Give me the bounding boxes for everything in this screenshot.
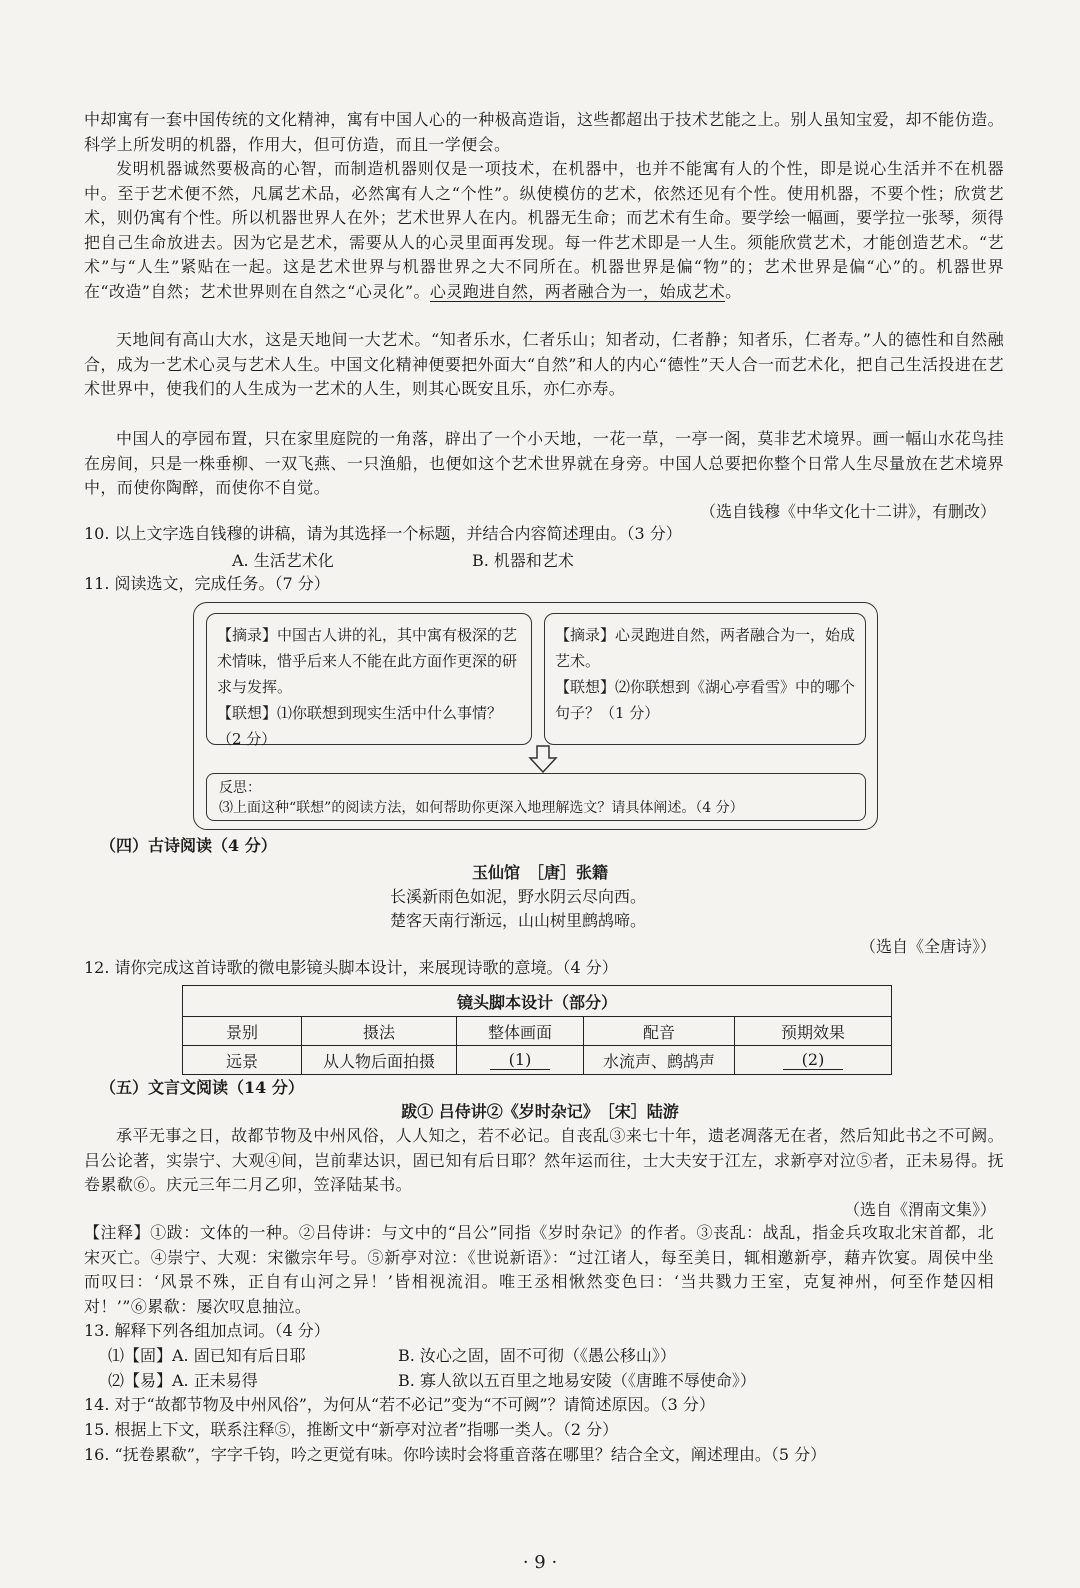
left-association: 【联想】⑴你联想到现实生活中什么事情？（2 分） — [217, 704, 503, 748]
table-header: 预期效果 — [735, 1017, 892, 1046]
table-cell-blank-2[interactable] — [735, 1046, 892, 1075]
classical-source: （选自《渭南文集》） — [843, 1200, 996, 1219]
poem-title: 玉仙馆 ［唐］张籍 — [471, 863, 608, 882]
q13-row-1-a: ⑴【固】A. 固已知有后日耶 — [108, 1346, 306, 1365]
q10-option-b: B. 机器和艺术 — [472, 551, 574, 570]
table-cell-blank-1[interactable] — [457, 1046, 584, 1075]
essay-paragraph-2 — [84, 157, 1004, 305]
poem-line-2: 楚客天南行渐远，山山树里鹧鸪啼。 — [390, 911, 647, 930]
essay-paragraph-2-text: 发明机器诚然要极高的心智，而制造机器则仅是一项技术，在机器中，也并不能寓有人的个性，即是说心生活并不在机器中。至于艺术便不然，凡属艺术品，必然寓有人之“个性”。纵使模仿的艺术，依然还见有个性。使用机器，不要个性；欣赏艺术，则仍寓有个性。所以机器世界人在外；艺术世界人在内。机器无生命；而艺术有生命。要学绘一幅画，要学拉一张琴，须得把自己生命放进去。因为它是艺术，需要从人的心灵里面再发现。每一件艺术即是一人生。须能欣赏艺术，才能创造艺术。“艺术”与“人生”紧贴在一起。这是艺术世界与机器世界之大不同所在。机器世界是偏“物”的；艺术世界是偏“心”的。机器世界在“改造”自然；艺术世界则在自然之“心灵化”。 — [84, 159, 1004, 301]
table-row — [183, 1046, 892, 1075]
table-header-row — [183, 1017, 892, 1046]
question-13: 13. 解释下列各组加点词。（4 分） — [84, 1321, 330, 1340]
right-excerpt: 【摘录】心灵跑进自然，两者融合为一，始成艺术。 — [555, 626, 856, 670]
q13-row-1-b: B. 汝心之固，固不可彻（《愚公移山》） — [398, 1346, 676, 1365]
blank-2: (2) — [783, 1050, 843, 1070]
essay-source: （选自钱穆《中华文化十二讲》，有删改） — [699, 502, 996, 521]
essay-paragraph-4: 中国人的亭园布置，只在家里庭院的一角落，辟出了一个小天地，一花一草，一亭一阁，莫非艺术境界。画一幅山水花鸟挂在房间，只是一株垂柳、一双飞燕、一只渔船，也便如这个艺术世界就在身旁。中国人总要把你整个日常人生尽量放在艺术境界中，而使你陶醉，而使你不自觉。 — [84, 429, 1004, 498]
q13-row-2-a: ⑵【易】A. 正未易得 — [108, 1371, 258, 1390]
essay-paragraph-2-end: 。 — [725, 281, 742, 301]
table-cell: 水流声、鹧鸪声 — [584, 1046, 735, 1075]
excerpt-card-left — [206, 613, 532, 748]
q13-row-2-b: B. 寡人欲以五百里之地易安陵（《唐雎不辱使命》） — [398, 1371, 756, 1390]
page-number: · 9 · — [522, 1552, 558, 1573]
question-11: 11. 阅读选文，完成任务。（7 分） — [84, 574, 330, 593]
reflection-question: ⑶上面这种“联想”的阅读方法，如何帮助你更深入地理解选文？请具体阐述。（4 分） — [219, 800, 744, 816]
section-4-heading: （四）古诗阅读（4 分） — [100, 836, 277, 855]
table-header: 摄法 — [302, 1017, 457, 1046]
table-header: 景别 — [183, 1017, 302, 1046]
poem-source: （选自《全唐诗》） — [859, 937, 996, 956]
left-excerpt: 【摘录】中国古人讲的礼，其中寓有极深的艺术情味，惜乎后来人不能在此方面作更深的研求与发挥。 — [217, 626, 518, 696]
question-16: 16. “抚卷累欷”，字字千钧，吟之更觉有味。你吟读时会将重音落在哪里？结合全文，阐述理由。（5 分） — [84, 1445, 827, 1464]
excerpt-card-right — [544, 613, 866, 745]
question-15: 15. 根据上下文，联系注释⑤，推断文中“新亭对泣者”指哪一类人。（2 分） — [84, 1420, 619, 1439]
question-10: 10. 以上文字选自钱穆的讲稿，请为其选择一个标题，并结合内容简述理由。（3 分） — [84, 524, 682, 543]
underlined-key-sentence: 心灵跑进自然，两者融合为一，始成艺术 — [429, 281, 726, 301]
question-12: 12. 请你完成这首诗歌的微电影镜头脚本设计，来展现诗歌的意境。（4 分） — [84, 958, 618, 977]
annotations: 【注释】①跋：文体的一种。②吕侍讲：与文中的“吕公”同指《岁时杂记》的作者。③丧乱：战乱，指金兵攻取北宋首都，北宋灭亡。④崇宁、大观：宋徽宗年号。⑤新亭对泣：《世说新语》：“过江诸人，每至美日，辄相邀新亭，藉卉饮宴。周侯中坐而叹曰：‘风景不殊，正自有山河之异！’皆相视流泪。唯王丞相愀然变色曰：‘当共戮力王室，克复神州，何至作楚囚相对！’”⑥累欷：屡次叹息抽泣。 — [84, 1223, 994, 1316]
classical-text-title: 跋① 吕侍讲②《岁时杂记》 ［宋］陆游 — [401, 1102, 679, 1121]
blank-1: (1) — [490, 1050, 550, 1070]
table-caption: 镜头脚本设计（部分） — [183, 986, 892, 1017]
task-box — [193, 602, 878, 830]
reflection-title: 反思： — [219, 780, 261, 796]
classical-text: 承平无事之日，故都节物及中州风俗，人人知之，若不必记。自丧乱③来七十年，遗老凋落无在者，然后知此书之不可阙。吕公论著，实崇宁、大观④间，岂前辈达识，固已知有后日耶？然年运而往，士大夫安于江左，求新亭对泣⑤者，正未易得。抚卷累欷⑥。庆元三年二月乙卯，笠泽陆某书。 — [84, 1126, 1004, 1195]
table-header: 配音 — [584, 1017, 735, 1046]
reflection-box — [206, 773, 866, 821]
essay-paragraph-3: 天地间有高山大水，这是天地间一大艺术。“知者乐水，仁者乐山；知者动，仁者静；知者乐，仁者寿。”人的德性和自然融合，成为一艺术心灵与艺术人生。中国文化精神便要把外面大“自然”和人的内心“德性”天人合一而艺术化，把自己生活投进在艺术世界中，使我们的人生成为一艺术的人生，则其心既安且乐，亦仁亦寿。 — [84, 330, 1004, 399]
right-association: 【联想】⑵你联想到《湖心亭看雪》中的哪个句子？（1 分） — [555, 678, 856, 722]
table-cell: 从人物后面拍摄 — [302, 1046, 457, 1075]
q10-option-a: A. 生活艺术化 — [232, 551, 334, 570]
section-5-heading: （五）文言文阅读（14 分） — [100, 1078, 304, 1097]
table-header: 整体画面 — [457, 1017, 584, 1046]
essay-paragraph-1: 中却寓有一套中国传统的文化精神，寓有中国人心的一种极高造诣，这些都超出于技术艺能之上。别人虽知宝爱，却不能仿造。科学上所发明的机器，作用大，但可仿造，而且一学便会。 — [84, 110, 1004, 154]
down-arrow-icon — [528, 745, 558, 773]
poem-line-1: 长溪新雨色如泥，野水阴云尽向西。 — [390, 887, 647, 906]
table-cell: 远景 — [183, 1046, 302, 1075]
question-14: 14. 对于“故都节物及中州风俗”，为何从“若不必记”变为“不可阙”？请简述原因。（3 分） — [84, 1395, 715, 1414]
shot-script-table — [182, 985, 892, 1075]
